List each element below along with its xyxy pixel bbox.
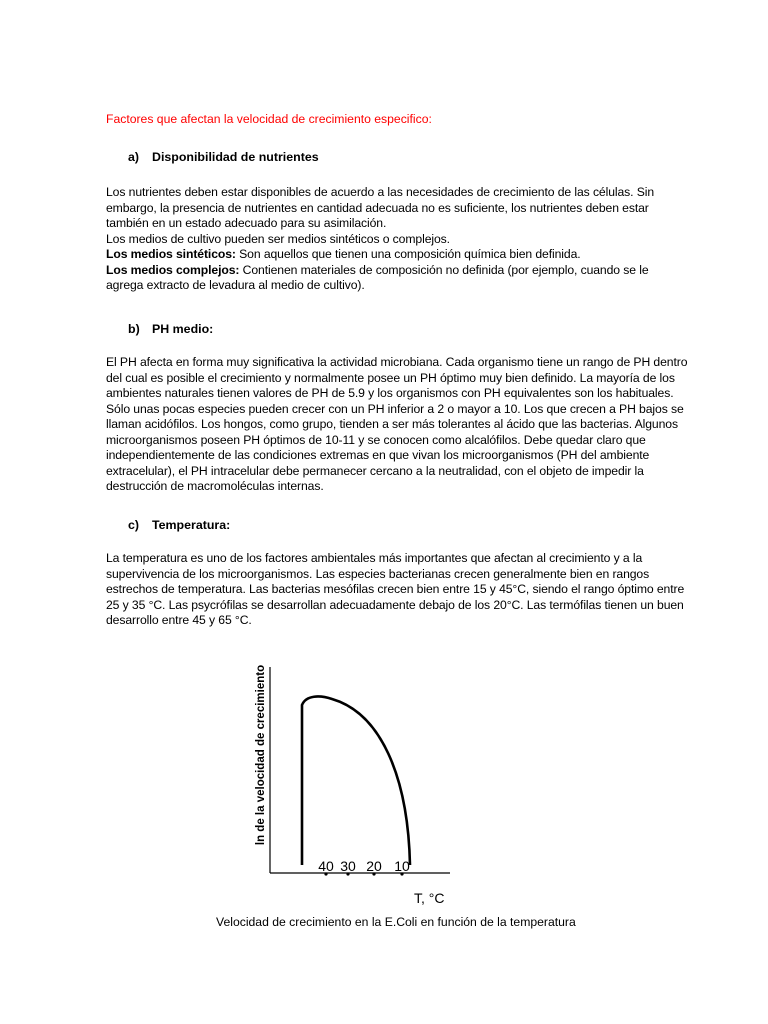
definition-text: Contienen materiales de composición no definida (por ejemplo, cuando se le — [239, 262, 649, 277]
paragraph-line: llaman acidófilos. Los hongos, como grupo, tienden a ser más tolerantes al ácido que las bacterias. Algunos — [106, 417, 678, 431]
paragraph-line: también en un estado adecuado para su asimilación. — [106, 216, 387, 230]
paragraph-line: microorganismos poseen PH óptimos de 10-11 y se conocen como alcalófilos. Debe quedar claro que — [106, 432, 646, 447]
section-title: Temperatura: — [152, 518, 231, 532]
definition-term: Los medios sintéticos: — [106, 247, 236, 261]
chart-caption: Velocidad de crecimiento en la E.Coli en función de la temperatura — [216, 915, 576, 929]
paragraph-line: Sólo unas pocas especies pueden crecer con un PH inferior a 2 o mayor a 10. Los que crecen a PH bajos se — [106, 401, 684, 416]
paragraph-line: agrega extracto de levadura al medio de cultivo). — [106, 278, 365, 292]
definition-synthetic — [106, 247, 666, 263]
section-title: PH medio: — [152, 322, 214, 336]
x-tick-label: 40 — [318, 858, 334, 874]
paragraph-line: del cual es posible el crecimiento y normalmente posee un PH óptimo muy bien definido. La mayoría de los — [106, 370, 675, 385]
paragraph-nutrients — [106, 185, 666, 294]
definition-complex — [106, 263, 666, 279]
paragraph-line: embargo, la presencia de nutrientes en cantidad adecuada no es suficiente, los nutrientes deben estar — [106, 200, 649, 215]
growth-curve — [302, 697, 410, 865]
paragraph-line: La temperatura es uno de los factores ambientales más importantes que afectan al crecimiento y a la — [106, 551, 643, 565]
paragraph-line: 25 y 35 °C. Las psycrófilas se desarrollan adecuadamente debajo de los 20°C. Las termófilas tienen un buen — [106, 597, 684, 612]
section-marker: a) — [128, 150, 140, 164]
paragraph-line: Los medios de cultivo pueden ser medios sintéticos o complejos. — [106, 231, 450, 246]
paragraph-line: destrucción de macromoléculas internas. — [106, 479, 324, 493]
section-heading-temperature — [128, 518, 230, 532]
definition-term: Los medios complejos: — [106, 262, 240, 277]
section-heading-nutrients — [128, 150, 319, 164]
y-axis-label: ln de la velocidad de crecimiento — [255, 664, 267, 846]
paragraph-temperature — [106, 551, 685, 629]
x-tick-label: 20 — [366, 858, 382, 874]
paragraph-line: extracelular), el PH intracelular debe permanecer cercano a la neutralidad, con el objeto de impedir la — [106, 463, 644, 478]
section-heading-ph — [128, 322, 213, 336]
x-tick-label: 30 — [340, 858, 356, 874]
definition-text: Son aquellos que tienen una composición química bien definida. — [235, 247, 581, 261]
section-title: Disponibilidad de nutrientes — [152, 150, 319, 164]
paragraph-line: estrechos de temperatura. Las bacterias mesófilas crecen bien entre 15 y 45°C, siendo el rango óptimo entre — [106, 582, 685, 596]
paragraph-line: Los nutrientes deben estar disponibles de acuerdo a las necesidades de crecimiento de las células. Sin — [106, 185, 655, 199]
temperature-growth-chart — [240, 655, 460, 910]
paragraph-line: desarrollo entre 45 y 65 °C. — [106, 613, 252, 627]
section-marker: c) — [128, 518, 140, 532]
paragraph-ph — [106, 355, 688, 495]
paragraph-line: independientemente de las condiciones extremas en que vivan los microorganismos (PH del ambiente — [106, 448, 650, 462]
section-marker: b) — [128, 322, 140, 336]
x-axis-label: T, °C — [414, 890, 445, 906]
paragraph-line: supervivencia de los microorganismos. Las especies bacterianas crecen generalmente bien en rangos — [106, 566, 650, 581]
x-tick-label: 10 — [394, 858, 410, 874]
paragraph-line: ambientes naturales tienen valores de PH de 5.9 y los organismos con PH equivalentes son los habituales. — [106, 386, 674, 400]
paragraph-line: El PH afecta en forma muy significativa la actividad microbiana. Cada organismo tiene un rango de PH dentro — [106, 355, 688, 369]
document-title: Factores que afectan la velocidad de crecimiento especifico: — [106, 112, 432, 126]
